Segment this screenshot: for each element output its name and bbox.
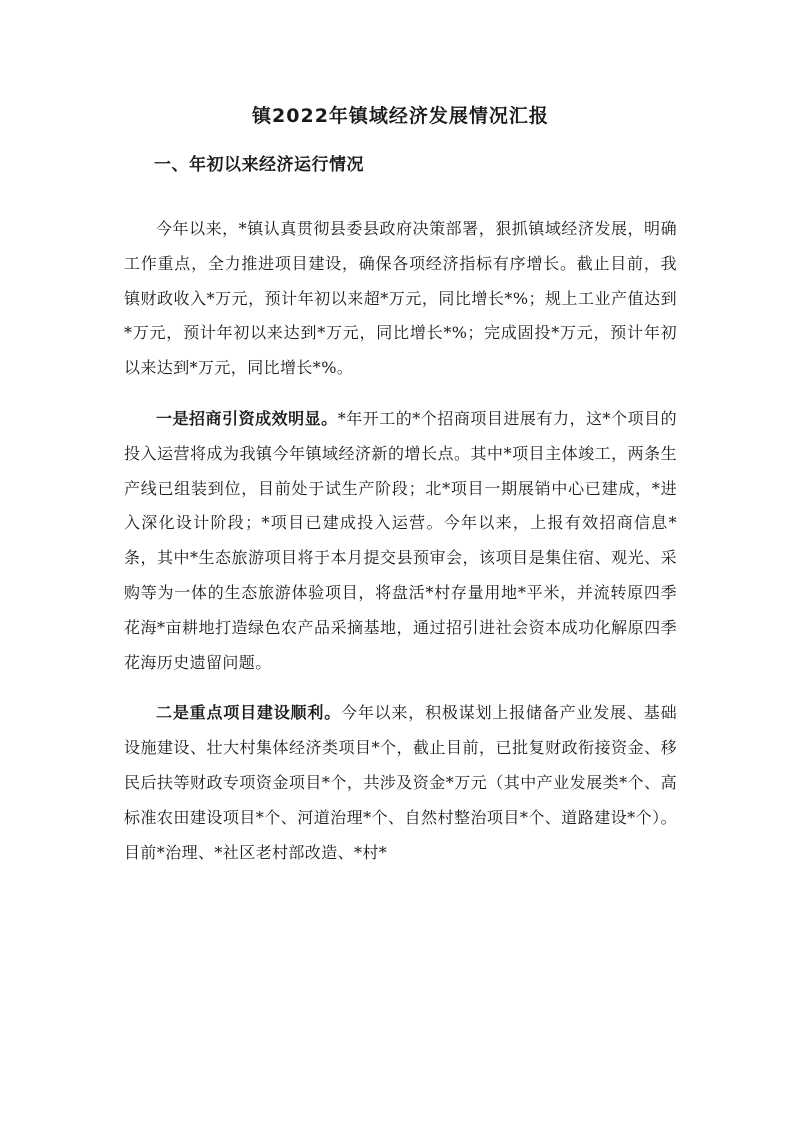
document-title: 镇2022年镇域经济发展情况汇报 xyxy=(252,105,549,127)
paragraph-investment xyxy=(124,402,677,680)
paragraph-key-projects xyxy=(124,696,677,870)
paragraph-body: 今年以来，积极谋划上报储备产业发展、基础设施建设、壮大村集体经济类项目*个，截止目前，已批复财政衔接资金、移民后扶等财政专项资金项目*个，共涉及资金*万元（其中产业发展类*个、高标准农田建设项目*个、河道治理*个、自然村整治项目*个、道路建设*个）。目前*治理、*社区老村部改造、*村* xyxy=(124,703,677,862)
paragraph-lead: 二是重点项目建设顺利。 xyxy=(156,703,342,723)
section-heading-1: 一、年初以来经济运行情况 xyxy=(154,155,364,175)
paragraph-overview xyxy=(124,212,677,386)
paragraph-body: *年开工的*个招商项目进展有力，这*个项目的投入运营将成为我镇今年镇域经济新的增长点。其中*项目主体竣工，两条生产线已组装到位，目前处于试生产阶段；北*项目一期展销中心已建成，*进入深化设计阶段；*项目已建成投入运营。今年以来，上报有效招商信息*条，其中*生态旅游项目将于本月提交县预审会，该项目是集住宿、观光、采购等为一体的生态旅游体验项目，将盘活*村存量用地*平米，并流转原四季花海*亩耕地打造绿色农产品采摘基地，通过招引进社会资本成功化解原四季花海历史遗留问题。 xyxy=(124,408,677,672)
paragraph-lead: 一是招商引资成效明显。 xyxy=(156,408,338,428)
paragraph-body: 今年以来，*镇认真贯彻县委县政府决策部署，狠抓镇域经济发展，明确工作重点，全力推进项目建设，确保各项经济指标有序增长。截止目前，我镇财政收入*万元，预计年初以来超*万元，同比增长*%；规上工业产值达到*万元，预计年初以来达到*万元，同比增长*%；完成固投*万元，预计年初以来达到*万元，同比增长*%。 xyxy=(124,219,677,378)
